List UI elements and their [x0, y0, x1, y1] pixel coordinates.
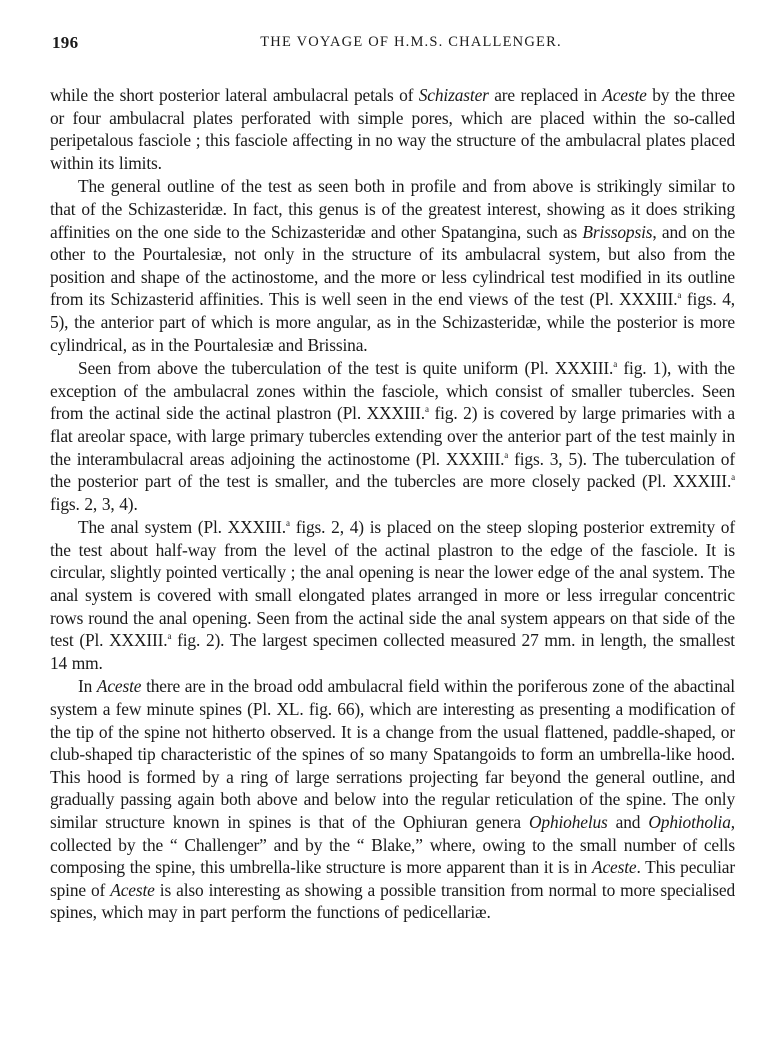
- text-run: Seen from above the tuberculation of the test is quite uniform (Pl. XXXIII.: [78, 358, 614, 379]
- text-run: figs. 2, 3, 4).: [50, 493, 138, 514]
- plate-superscript: a: [286, 518, 290, 529]
- italic-taxon-name: Aceste: [591, 857, 637, 878]
- text-run: there are in the broad odd ambulacral field within the poriferous zone of the abactinal system a few minute spines (Pl. XL. fig. 66), which are interesting as presenting a modification of the tip of the spine not hitherto observed. It is a change from the usual flattened, paddle-shaped, or club-shaped tip characteristic of the spines of so many Spatangoids to form an umbrella-like hood. This hood is formed by a ring of large serrations projecting far beyond the general outline, and gradually passing again both above and below into the regular reticulation of the spine. The only similar structure known in spines is that of the Ophiuran genera: [50, 676, 735, 832]
- text-run: fig. 1), with the exception of the ambulacral zones within the fasciole, which consist of smaller tubercles. Seen from the actinal side the actinal plastron (Pl. XXXIII.: [50, 358, 736, 424]
- plate-superscript: a: [677, 290, 682, 301]
- italic-taxon-name: Brissopsis: [582, 221, 653, 242]
- italic-taxon-name: Schizaster: [418, 85, 489, 105]
- italic-taxon-name: Ophiohelus: [528, 812, 608, 832]
- paragraph: [50, 175, 735, 356]
- text-run: while the short posterior lateral ambulacral petals of: [50, 85, 419, 105]
- paragraph: [50, 84, 735, 174]
- running-head: [50, 33, 736, 57]
- paragraph: [50, 675, 735, 924]
- italic-taxon-name: Ophiotholia: [648, 812, 731, 832]
- paragraph: [50, 357, 735, 515]
- text-run: fig. 2) is covered by large primaries with a flat areolar space, with large primary tubercles extending over the anterior part of the test mainly in the interambulacral areas adjoining the actinostome (Pl. XXXIII.: [50, 403, 735, 469]
- italic-taxon-name: Aceste: [110, 879, 155, 900]
- text-run: fig. 2). The largest specimen collected measured 27 mm. in length, the smallest 14 mm.: [50, 630, 735, 673]
- page-number: 196: [52, 33, 79, 52]
- text-run: The anal system (Pl. XXXIII.: [78, 517, 287, 538]
- plate-superscript: a: [613, 359, 618, 370]
- running-title: THE VOYAGE OF H.M.S. CHALLENGER.: [260, 34, 562, 50]
- text-run: and: [607, 812, 649, 832]
- text-run: figs. 3, 5). The tuberculation of the posterior part of the test is smaller, and the tubercles are more closely packed (Pl. XXXIII.: [50, 448, 735, 492]
- text-run: are replaced in: [488, 85, 603, 105]
- text-run: by the three or four ambulacral plates perforated with simple pores, which are placed within the so-called peripetalous fasciole ; this fasciole affecting in no way the structure of the ambulacral plates placed within its limits.: [50, 85, 735, 173]
- plate-superscript: a: [167, 631, 172, 642]
- text-run: In: [78, 676, 97, 697]
- body-text: [50, 84, 735, 924]
- italic-taxon-name: Aceste: [96, 676, 142, 697]
- text-run: figs. 4, 5), the anterior part of which is more angular, as in the Schizasteridæ, while the posterior is more cylindrical, as in the Pourtalesiæ and Brissina.: [50, 289, 735, 355]
- plate-superscript: a: [731, 472, 735, 483]
- text-run: . This peculiar spine of: [50, 857, 735, 900]
- plate-superscript: a: [425, 404, 429, 415]
- text-run: , collected by the “ Challenger” and by the “ Blake,” where, owing to the small number of cells composing the spine, this umbrella-like structure is more apparent than it is in: [50, 812, 735, 878]
- text-run: The general outline of the test as seen both in profile and from above is strikingly similar to that of the Schizasteridæ. In fact, this genus is of the greatest interest, showing as it does striking affinities on the one side to the Schizasteridæ and other Spatangina, such as: [50, 176, 735, 242]
- text-run: , and on the other to the Pourtalesiæ, not only in the structure of its ambulacral system, but also from the position and shape of the actinostome, and the more or less cylindrical test modified in its outline from its Schizasterid affinities. This is well seen in the end views of the test (Pl. XXXIII.: [50, 221, 735, 310]
- plate-superscript: a: [504, 449, 509, 460]
- text-run: is also interesting as showing a possible transition from normal to more specialised spines, which may in part perform the functions of pedicellariæ.: [50, 879, 735, 923]
- text-run: figs. 2, 4) is placed on the steep sloping posterior extremity of the test about half-way from the level of the actinal plastron to the edge of the fasciole. It is circular, slightly pointed vertically ; the anal opening is near the lower edge of the anal system. The anal system is covered with small elongated plates arranged in more or less irregular concentric rows round the anal opening. Seen from the actinal side the anal system appears on that side of the test (Pl. XXXIII.: [50, 517, 735, 651]
- italic-taxon-name: Aceste: [602, 85, 647, 105]
- paragraph: [50, 516, 735, 674]
